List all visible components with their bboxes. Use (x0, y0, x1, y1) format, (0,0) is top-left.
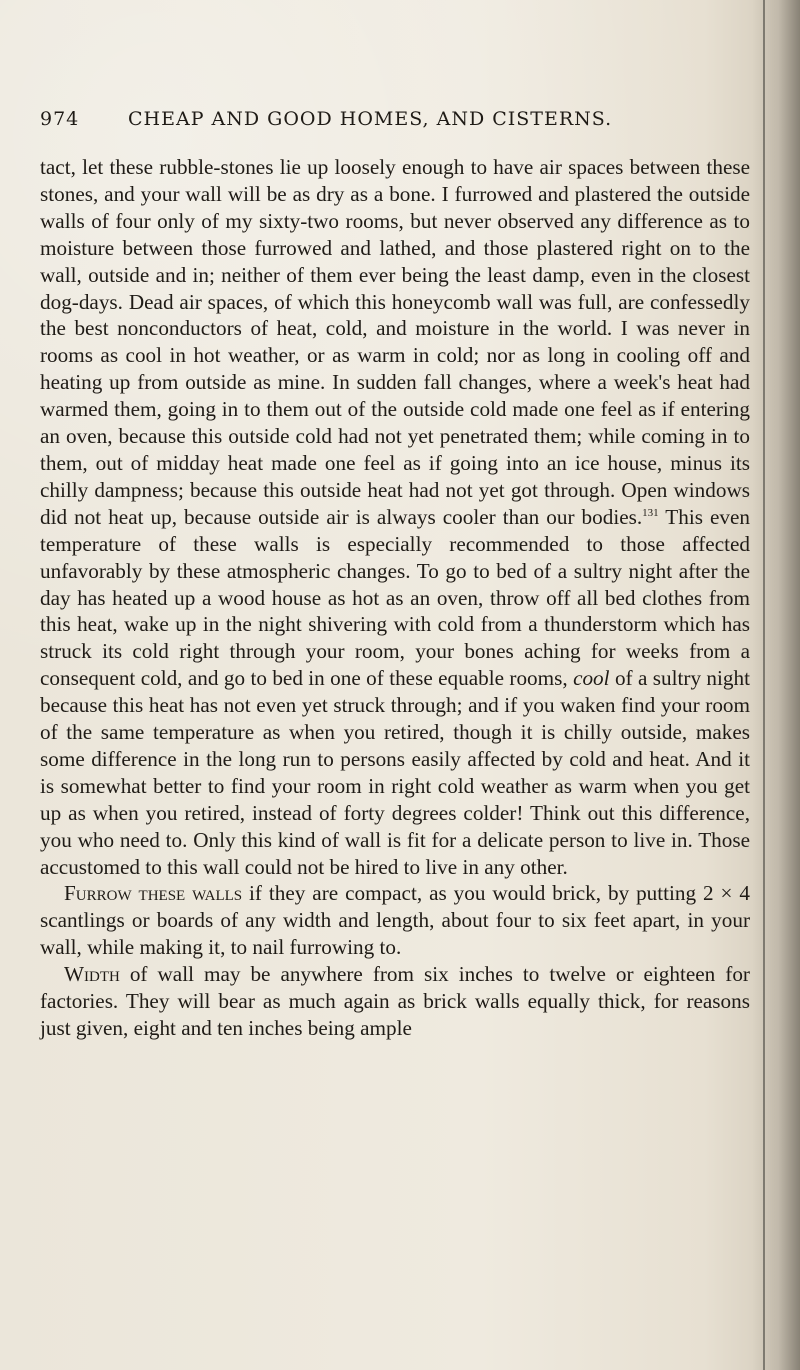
paragraph-2-heading: Furrow these walls (64, 881, 243, 906)
page-gutter-shadow (752, 0, 800, 1370)
paragraph-1-text-c: of a sultry night because this heat has not even yet struck through; and if you waken find your room of the same temperature as when you retired, though it is chilly outside, makes some difference in the long run to persons easily affected by cold and heat. And it is somewhat better to find your room in right cold weather as warm when you get up as when you retired, instead of forty degrees colder! Think out this difference, you who need to. Only this kind of wall is fit for a delicate person to live in. Those accustomed to this wall could not be hired to live in any other. (40, 666, 750, 879)
paragraph-3-text: of wall may be anywhere from six inches to twelve or eighteen for factories. They will bear as much again as brick walls equally thick, for reasons just given, eight and ten inches being ample (40, 962, 750, 1040)
footnote-reference: 131 (642, 506, 659, 519)
paragraph-2-text: if they are compact, as you would brick, by putting 2 × 4 scantlings or boards of any width and length, about four to six feet apart, in your wall, while making it, to nail furrowing to. (40, 881, 751, 960)
paragraph-1 (40, 154, 750, 880)
body-text (40, 154, 750, 1042)
paragraph-1-text-a: tact, let these rubble-stones lie up loosely enough to have air spaces between these stones, and your wall will be as dry as a bone. I furrowed and plastered the outside walls of four only of my sixty-two rooms, but never observed any difference as to moisture between those furrowed and lathed, and those plastered right on to the wall, outside and in; neither of them ever being the least damp, even in the closest dog-days. Dead air spaces, of which this honeycomb wall was full, are confessedly the best nonconductors of heat, cold, and moisture in the world. I was never in rooms as cool in hot weather, or as warm in cold; nor as long in cooling off and heating up from outside as mine. In sudden fall changes, where a week's heat had warmed them, going in to them out of the outside cold made one feel as if entering an oven, because this outside cold had not yet penetrated them; while coming in to them, out of midday heat made one feel as if going into an ice house, minus its chilly dampness; because this outside heat had not yet got through. Open windows did not heat up, because outside air is always cooler than our bodies. (40, 155, 750, 529)
emphasis-word: cool (573, 666, 610, 691)
paragraph-1-text-b: This even temperature of these walls is especially recommended to those affected unfavorably by these atmospheric changes. To go to bed of a sultry night after the day has heated up a wood house as hot as an oven, throw off all bed clothes from this heat, wake up in the night shivering with cold from a thunderstorm which has struck its cold right through your room, your bones aching for weeks from a consequent cold, and go to bed in one of these equable rooms, (40, 504, 751, 691)
page-number: 974 (40, 108, 80, 130)
paragraph-3 (40, 961, 750, 1042)
paragraph-3-heading: Width (64, 962, 120, 987)
page-edge-line (763, 0, 765, 1370)
paragraph-2 (40, 880, 750, 961)
running-title: CHEAP AND GOOD HOMES, AND CISTERNS. (128, 108, 613, 130)
